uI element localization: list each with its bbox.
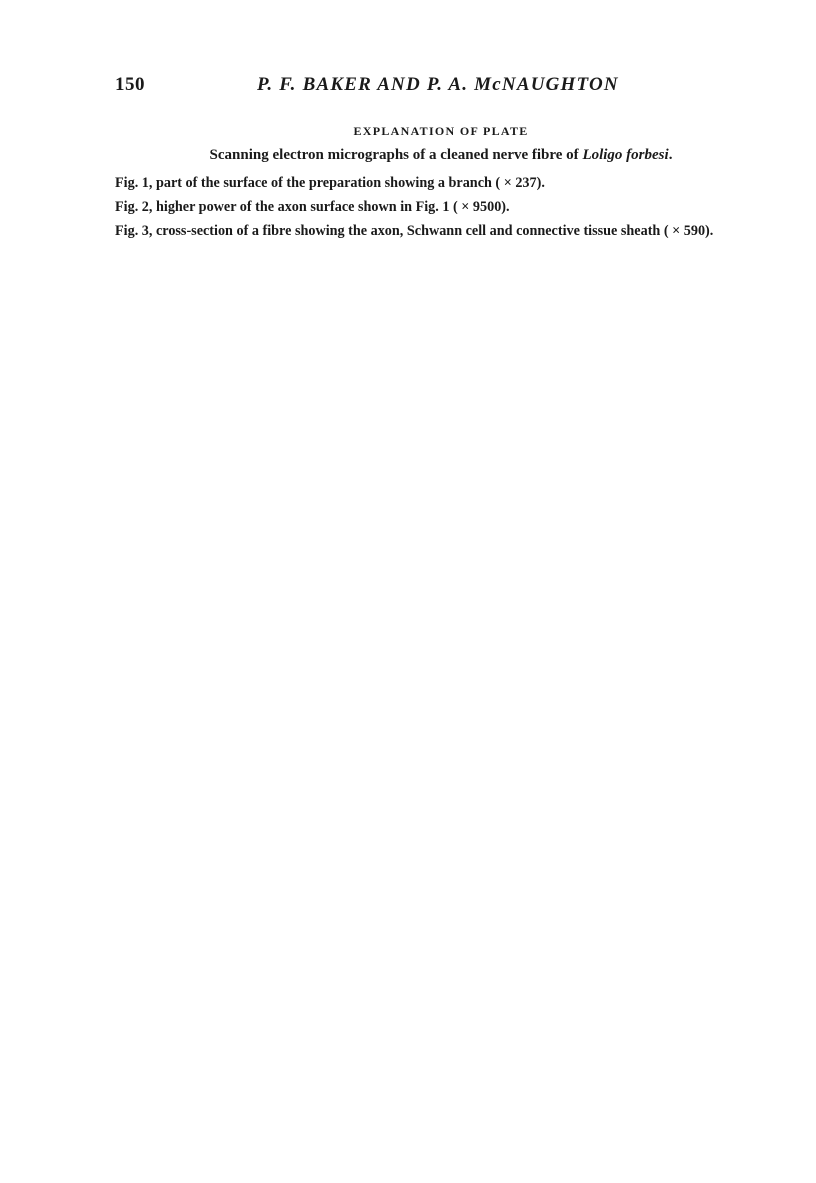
plate-subtitle [115, 147, 767, 164]
species-name: Loligo forbesi [582, 147, 669, 163]
page [115, 74, 767, 245]
figure-caption-3: Fig. 3, cross-section of a fibre showing the axon, Schwann cell and connective tissue sheath ( × 590). [115, 223, 714, 239]
figure-caption-1: Fig. 1, part of the surface of the preparation showing a branch ( × 237). [115, 175, 545, 191]
plate-explanation-heading: EXPLANATION OF PLATE [353, 124, 529, 138]
running-head-authors: P. F. BAKER AND P. A. McNAUGHTON [257, 74, 619, 95]
plate-subtitle-text: Scanning electron micrographs of a cleaned nerve fibre of [209, 147, 583, 163]
page-number: 150 [115, 74, 145, 95]
figure-captions [115, 173, 767, 241]
plate-subtitle-end: . [668, 147, 673, 163]
running-head [115, 74, 767, 102]
figure-caption-2: Fig. 2, higher power of the axon surface shown in Fig. 1 ( × 9500). [115, 199, 510, 215]
